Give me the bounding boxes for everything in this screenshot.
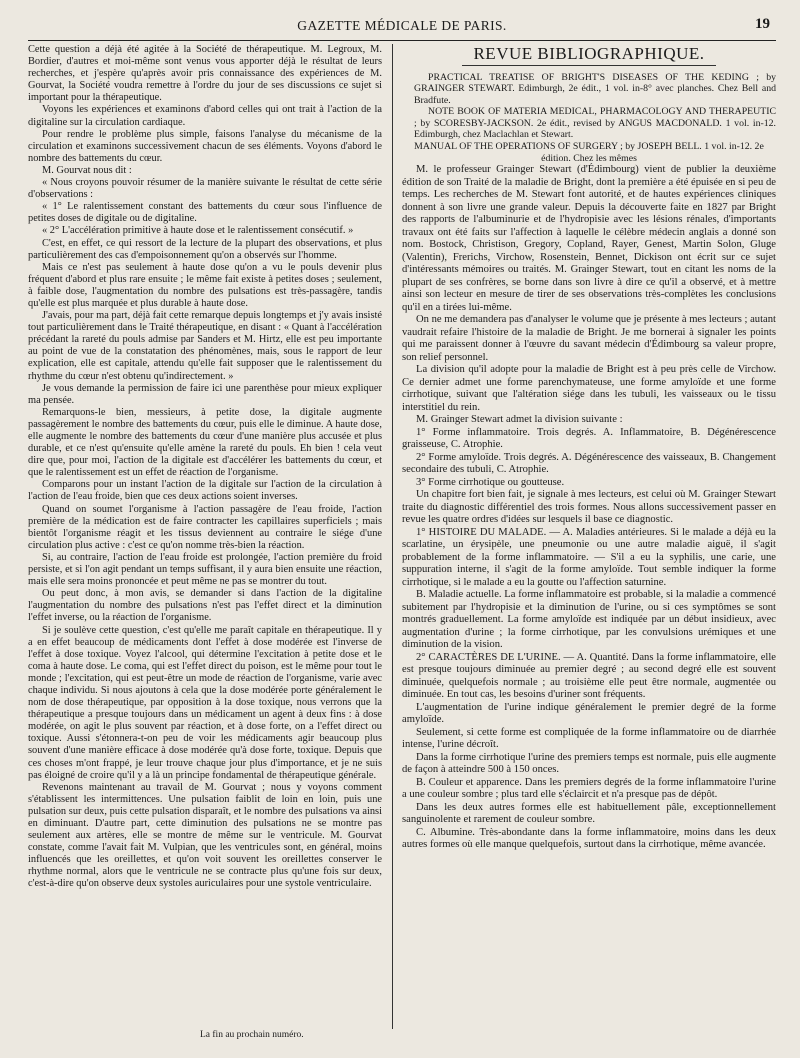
paragraph: M. le professeur Grainger Stewart (d'Édimbourg) vient de publier la deuxième édition de son Traité de la maladie de Bright, dont la première a été épuisée en si peu de temps. Les recherches de M. Stewart font autorité, et de hautes expériences cliniques donnent à son livre une grande valeur. Depuis la découverte faite en 1827 par Bright des rapports de l'albuminurie et de l'hydropisie avec les lésions rénales, d'importants travaux ont été faits sur l'affection à laquelle le célèbre médecin anglais a donné son nom. Bostock, Christison, Gregory, Copland, Rayer, Genest, Martin Solon, Gluge (Valentin), Frerichs, Virchow, Rosenstein, Bennet, Dickison ont écrit sur ce sujet d'intéressants mémoires ou traités. M. Grainger Stewart, tout en citant les noms de la plupart de ses confrères, se borne dans son livre à dire ce qu'il a observé, et à mettre ainsi son lecteur en mesure de tirer de ses observations très-complètes les conclusions qu'il en a tirées lui-même. [402,164,776,313]
page-number: 19 [755,16,770,32]
paragraph: M. Gourvat nous dit : [42,164,132,176]
section-rule [462,65,716,66]
paragraph: Si, au contraire, l'action de l'eau froide est prolongée, l'action première du froid persiste, et si l'on agit pendant un temps suffisant, il y aura bien ensuite une réaction, mais elle sera moins prononcée et peut même ne pas se montrer du tout. [28,551,382,588]
paragraph: Seulement, si cette forme est compliquée de la forme inflammatoire ou de diarrhée intense, l'urine décroît. [402,726,776,751]
continuation-note: La fin au prochain numéro. [200,1030,304,1040]
paragraph: 2° CARACTÈRES DE L'URINE. — A. Quantité. Dans la forme inflammatoire, elle est presque toujours diminuée au premier degré ; au second degré elle est souvent diminuée, quelquefois normale ; au troisième elle peut être normale, augmentée ou diminuée. En tout cas, les besoins d'uriner sont fréquents. [402,651,776,701]
paragraph: « 1° Le ralentissement constant des battements du cœur sous l'influence de petites doses de digitale ou de digitaline. [28,201,382,225]
left-column [28,44,382,891]
column-divider [392,44,393,1029]
bibliography-entry: MANUAL OF THE OPERATIONS OF SURGERY ; by JOSEPH BELL. 1 vol. in-12. 2e édition. Chez les mêmes [414,141,764,164]
paragraph: Mais ce n'est pas seulement à haute dose qu'on a vu le pouls devenir plus fréquent d'abord et plus rare ensuite ; le même fait existe à petites doses ; seulement, à faible dose, l'augmentation du nombre des pulsations est très-passagère, tandis qu'elle est plus marquée et plus durable à haute dose. [28,261,382,309]
paragraph: Comparons pour un instant l'action de la digitale sur l'action de la circulation à l'action de l'eau froide, bien que ces deux actions soient inverses. [28,479,382,503]
paragraph: L'augmentation de l'urine indique généralement le premier degré de la forme amyloïde. [402,701,776,726]
page-header [28,14,776,41]
paragraph: Cette question a déjà été agitée à la Société de thérapeutique. M. Legroux, M. Bordier, d'autres et moi-même sont venus vous apporter déjà le résultat de leurs recherches, et j'espère qu'après avoir pris connaissance des expériences de M. Gourvat, la Société voudra remettre à l'ordre du jour de ses discussions ce sujet si important pour la thérapeutique. [28,44,382,104]
right-column [402,44,776,852]
bibliography-entry: NOTE BOOK OF MATERIA MEDICAL, PHARMACOLOGY AND THERAPEUTIC ; by SCORESBY-JACKSON. 2e édit., revised by ANGUS MACDONALD. 1 vol. in-12. Edimburgh, chez Maclachlan et Stewart. [414,106,776,141]
bibliography-entry: PRACTICAL TREATISE OF BRIGHT'S DISEASES OF THE KEDING ; by GRAINGER STEWART. Edimburgh, 2e édit., 1 vol. in-8° avec planches. Chez Bell and Bradfute. [414,71,776,106]
paragraph: Un chapitre fort bien fait, je signale à mes lecteurs, est celui où M. Grainger Stewart traite du diagnostic différentiel des trois formes. Nous allons successivement passer en revue les quatre ordres d'idées sur lesquels il base ce diagnostic. [402,489,776,526]
paragraph: C'est, en effet, ce qui ressort de la lecture de la plupart des observations, et plus particulièrement des cas d'empoisonnement qu'on a observés sur l'homme. [28,237,382,261]
paragraph: Ou peut donc, à mon avis, se demander si dans l'action de la digitaline l'augmentation du nombre des pulsations n'est pas l'effet direct et la diminution l'effet inverse, ou la réaction de l'organisme. [28,588,382,624]
paragraph: La division qu'il adopte pour la maladie de Bright est à peu près celle de Virchow. Ce dernier admet une forme parenchymateuse, une forme amyloïde et une forme cirrhotique, suivant que l'altération siége dans les tubuli, les vaisseaux ou le tissu interstitiel du rein. [402,364,776,413]
paragraph: J'avais, pour ma part, déjà fait cette remarque depuis longtemps et j'y avais insisté tout particulièrement dans le Traité thérapeutique, en disant : « Quant à l'accélération précédant la rareté du pouls admise par Sanders et M. Hirtz, elle est peu importante au point de vue de la constatation des phénomènes, mais, sous le rapport de leur explication, elle est capitale, attendu qu'elle fait supposer que le ralentissement du rhythme du cœur n'est obtenu qu'indirectement. » [28,310,382,382]
paragraph: 1° Forme inflammatoire. Trois degrés. A. Inflammatoire, B. Dégénérescence graisseuse, C. Atrophie. [402,426,776,451]
paragraph: Dans les deux autres formes elle est habituellement pâle, exceptionnellement sanguinolente et rarement de couleur sombre. [402,801,776,826]
paragraph: Voyons les expériences et examinons d'abord celles qui ont trait à l'action de la digitaline sur la circulation cardiaque. [28,104,382,128]
paragraph: C. Albumine. Très-abondante dans la forme inflammatoire, moins dans les deux autres formes où elle manque quelquefois, surtout dans la cirrhotique, même avancée. [402,826,776,851]
paragraph: On ne me demandera pas d'analyser le volume que je présente à mes lecteurs ; autant vaudrait refaire l'histoire de la maladie de Bright. Je me bornerai à signaler les points qui me paraissent donner à l'œuvre du savant médecin d'Édimbourg sa valeur propre, son relief personnel. [402,314,776,363]
paragraph: « 2° L'accélération primitive à haute dose et le ralentissement consécutif. » [42,225,354,237]
paragraph: Pour rendre le problème plus simple, faisons l'analyse du mécanisme de la circulation et examinons successivement chacun de ses éléments. Voyons d'abord le nombre des battements du cœur. [28,128,382,164]
section-title: REVUE BIBLIOGRAPHIQUE. [473,44,705,63]
paragraph: Remarquons-le bien, messieurs, à petite dose, la digitale augmente passagèrement le nombre des battements du cœur, puis elle le diminue. A haute dose, elle augmente le nombre des battements du cœur d'une manière plus accusée et plus durable, et ce n'est qu'ensuite qu'elle amène la rareté du pouls. Eh bien ! cela veut dire que, pour moi, l'action de la digitale est d'accélérer les battements du cœur, et que le ralentissement est un effet de réaction de l'organisme. [28,406,382,479]
paragraph: Dans la forme cirrhotique l'urine des premiers temps est normale, puis elle augmente de façon à atteindre 500 à 150 onces. [402,751,776,776]
paragraph: 1° HISTOIRE DU MALADE. — A. Maladies antérieures. Si le malade a déjà eu la scarlatine, un érysipèle, une pneumonie ou une autre maladie aiguë, il s'agit probablement de la forme inflammatoire. — S'il a eu la syphilis, une carie, une suppuration interne, il s'agit de la forme amyloïde. Tout semble indiquer la forme cirrhotique, si le malade a eu la goutte ou l'affection saturnine. [402,526,776,588]
paragraph: B. Couleur et apparence. Dans les premiers degrés de la forme inflammatoire l'urine a une couleur sombre ; plus tard elle s'éclaircit et n'a presque pas de dépôt. [402,776,776,801]
paragraph: Revenons maintenant au travail de M. Gourvat ; nous y voyons comment s'établissent les intermittences. Une pulsation faiblit de loin en loin, puis une pulsation sur deux, puis cette pulsation disparaît, et le nombre des pulsations va ainsi en diminuant. D'autre part, cette diminution des pulsations ne se montre pas seulement aux artères, elle se montre de même sur le ventricule. M. Gourvat constate, comme l'avait fait M. Vulpian, que les ventricules sont, en général, moins influencés que les oreillettes, et qu'on voit souvent les oreillettes conserver le rhythme normal, alors que le ventricule ne se contracte plus qu'une fois sur deux, c'est-à-dire qu'on observe deux systoles auriculaires pour une systole ventriculaire. [28,781,382,890]
paragraph: B. Maladie actuelle. La forme inflammatoire est probable, si la maladie a commencé subitement par l'hydropisie et la diminution de l'urine, ou si ces symptômes se sont montrés graduellement. La forme amyloïde est indiquée par un début insidieux, avec augmentation d'urine ; la forme cirrhotique, par les convulsions urémiques et une diminution de la vision. [402,589,776,651]
paragraph: « Nous croyons pouvoir résumer de la manière suivante le résultat de cette série d'observations : [28,177,382,201]
journal-title: GAZETTE MÉDICALE DE PARIS. [297,18,507,33]
paragraph: 2° Forme amyloïde. Trois degrés. A. Dégénérescence des vaisseaux, B. Changement secondaire des tubuli, C. Atrophie. [402,451,776,476]
paragraph: Si je soulève cette question, c'est qu'elle me paraît capitale en thérapeutique. Il y a en effet beaucoup de médicaments dont l'effet à dose modérée est l'inverse de l'effet à dose toxique. Voyez l'alcool, qui détermine l'excitation à petite dose et le coma à haute dose. Le coma, qui est l'effet direct du poison, est le même pour tout le monde ; l'excitation, qui est peut-être un mode de réaction de l'organisme, varie avec chaque individu. Si nous ajoutons à cela que la dose modérée porte généralement le nom de dose thérapeutique, par opposition à la dose toxique, nous verrons que la thérapeutique a presque toujours dans un médicament un agent à deux fins : à dose modérée, on agit le plus souvent par réaction, et à dose forte, on a l'effet direct ou toxique. Aussi s'étonnera-t-on peu de voir les médicaments agir beaucoup plus souvent d'une manière efficace à dose modérée qu'à dose forte, toxique. Depuis que ces choses m'ont frappé, je leur trouve chaque jour plus d'importance, et je ne suis pas éloigné de croire qu'il y a là un principe fondamental de thérapeutique générale. [28,624,382,781]
paragraph: M. Grainger Stewart admet la division suivante : [416,414,623,426]
paragraph: 3° Forme cirrhotique ou goutteuse. [416,476,565,488]
paragraph: Quand on soumet l'organisme à l'action passagère de l'eau froide, l'action première de la médication est de faire contracter les capillaires superficiels ; mais bientôt l'organisme réagit et les tissus deviennent au contraire le siége d'une circulation plus active : c'est ce qu'on nomme très-bien la réaction. [28,503,382,551]
paragraph: Je vous demande la permission de faire ici une parenthèse pour mieux expliquer ma pensée. [28,382,382,406]
